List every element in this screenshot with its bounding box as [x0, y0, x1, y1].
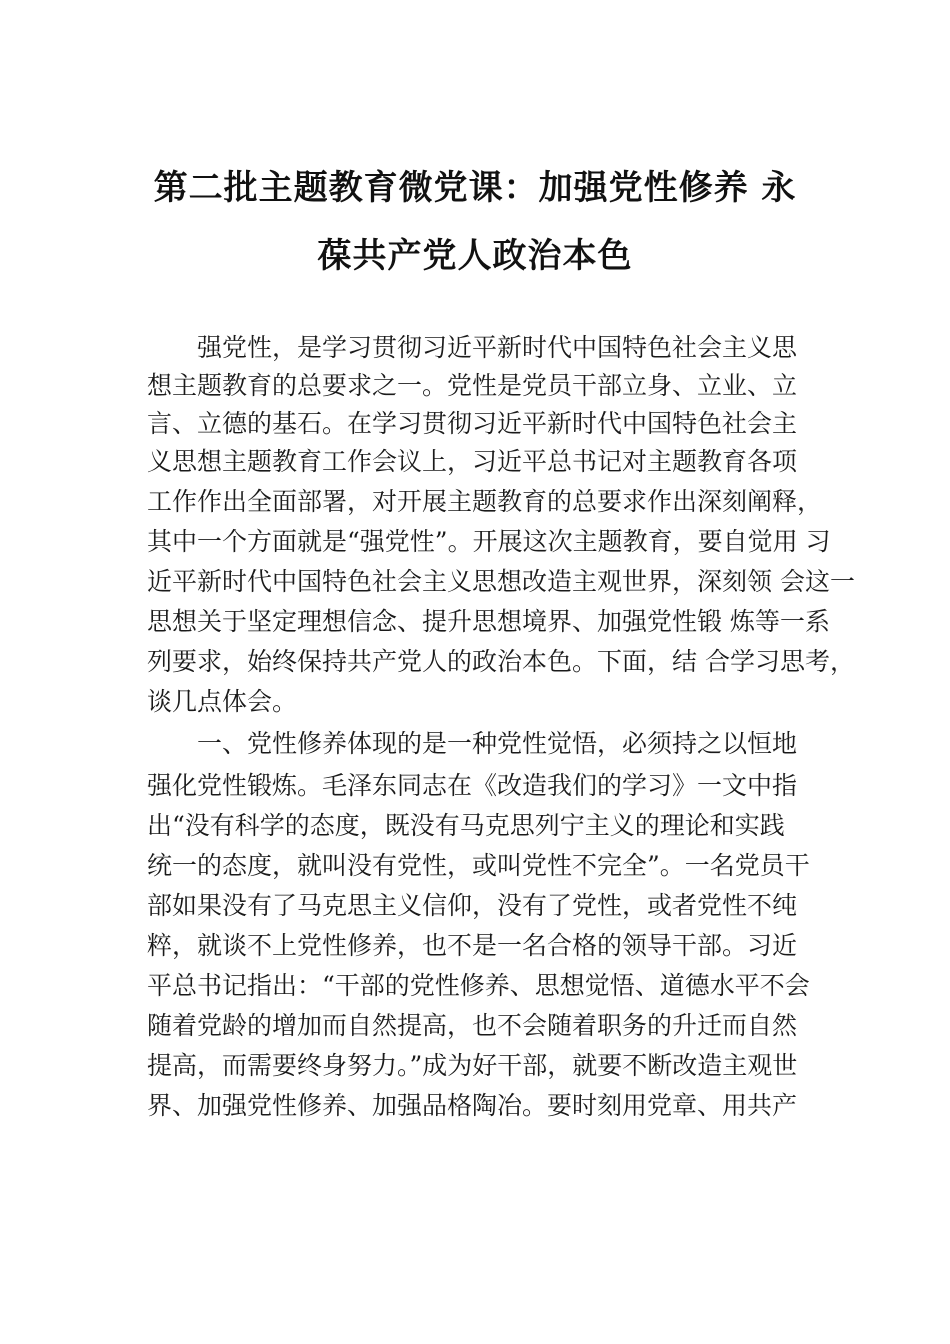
- text-line: 部如果没有了马克思主义信仰，没有了党性，或者党性不纯: [147, 891, 798, 920]
- text-line: 粹，就谈不上党性修养，也不是一名合格的领导干部。习近: [147, 931, 798, 960]
- text-line: 工作作出全面部署，对开展主题教育的总要求作出深刻阐释，: [147, 487, 823, 516]
- document-title-line-2: 葆共产党人政治本色: [317, 236, 633, 276]
- document-title-line-1: 第二批主题教育微党课：加强党性修养 永: [153, 168, 797, 208]
- text-line: 义思想主题教育工作会议上，习近平总书记对主题教育各项: [147, 447, 798, 476]
- text-line: 提高，而需要终身努力。”成为好干部，就要不断改造主观世: [147, 1051, 798, 1080]
- text-line: 近平新时代中国特色社会主义思想改造主观世界，深刻领 会这一: [147, 567, 855, 596]
- text-line: 一、党性修养体现的是一种党性觉悟，必须持之以恒地: [197, 729, 798, 758]
- text-line: 强党性，是学习贯彻习近平新时代中国特色社会主义思: [197, 333, 798, 362]
- text-line: 思想关于坚定理想信念、提升思想境界、加强党性锻 炼等一系: [147, 607, 830, 636]
- text-line: 列要求，始终保持共产党人的政治本色。下面，结 合学习思考，: [147, 647, 855, 676]
- text-line: 统一的态度，就叫没有党性，或叫党性不完全”。一名党员干: [147, 851, 810, 880]
- text-line: 言、立德的基石。在学习贯彻习近平新时代中国特色社会主: [147, 409, 798, 438]
- text-line: 界、加强党性修养、加强品格陶冶。要时刻用党章、用共产: [147, 1091, 798, 1120]
- text-line: 随着党龄的增加而自然提高，也不会随着职务的升迁而自然: [147, 1011, 798, 1040]
- text-line: 其中一个方面就是“强党性”。开展这次主题教育，要自觉用 习: [147, 527, 831, 556]
- text-line: 强化党性锻炼。毛泽东同志在《改造我们的学习》一文中指: [147, 771, 798, 800]
- text-line: 谈几点体会。: [147, 687, 298, 716]
- text-line: 想主题教育的总要求之一。党性是党员干部立身、立业、立: [147, 371, 798, 400]
- text-line: 出“没有科学的态度，既没有马克思列宁主义的理论和实践: [147, 811, 785, 840]
- text-line: 平总书记指出：“干部的党性修养、思想觉悟、道德水平不会: [147, 971, 810, 1000]
